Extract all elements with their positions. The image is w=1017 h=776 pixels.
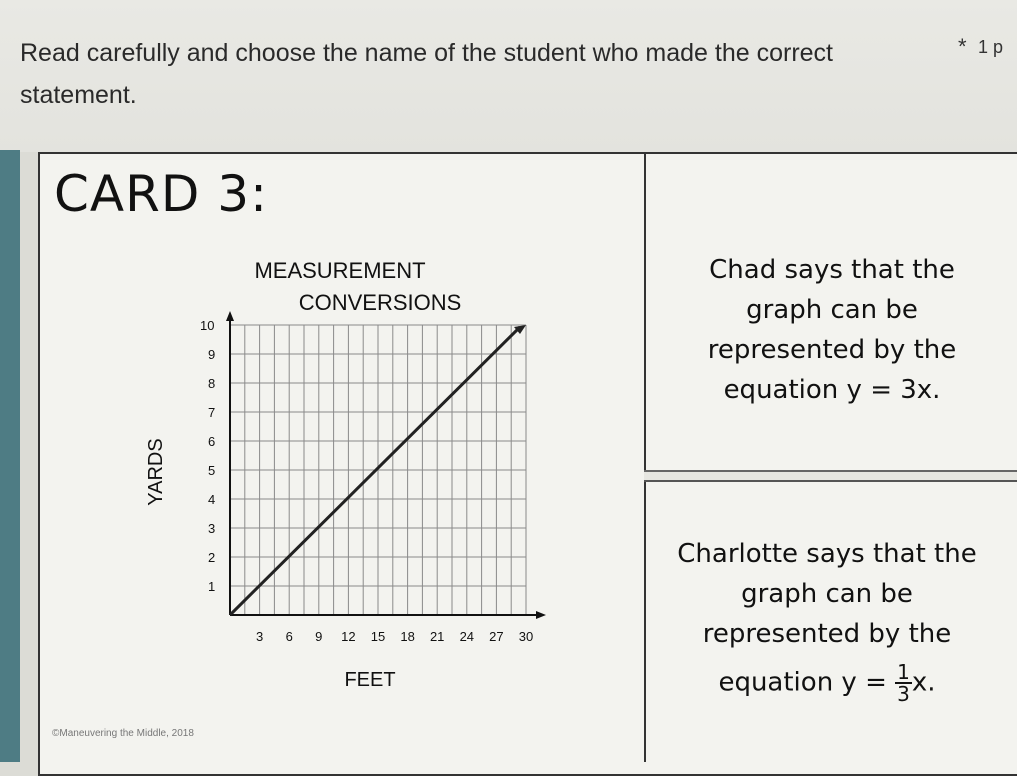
y-tick-label: 6 — [208, 434, 216, 449]
statement-chad-line2: graph can be — [746, 295, 918, 325]
statement-chad-line3: represented by the — [707, 335, 957, 365]
y-tick-label: 4 — [208, 492, 216, 507]
card-title: CARD 3: — [54, 165, 268, 223]
y-tick-label: 10 — [200, 318, 215, 333]
y-tick-label: 5 — [208, 463, 216, 478]
required-marker: * — [958, 34, 967, 59]
statement-charlotte-line3: represented by the — [702, 619, 952, 649]
statement-charlotte-line1: Charlotte says that the — [677, 539, 977, 569]
statement-charlotte — [652, 534, 1002, 704]
equation-prefix: equation y = — [718, 667, 887, 698]
y-tick-label: 3 — [208, 521, 216, 536]
y-tick-label: 8 — [208, 376, 216, 391]
conversion-chart — [140, 250, 560, 690]
statement-chad-line1: Chad says that the — [709, 255, 955, 285]
y-axis-label: YARDS — [145, 438, 167, 506]
y-tick-label: 7 — [208, 405, 216, 420]
x-tick-label: 6 — [285, 629, 293, 644]
x-tick-label: 9 — [315, 629, 323, 644]
equation-fraction — [895, 662, 912, 704]
statement-chad-equation: equation y = 3x. — [723, 375, 941, 405]
points-label: 1 p — [978, 37, 1004, 57]
chart-svg — [140, 250, 560, 690]
x-axis-label: FEET — [344, 669, 396, 690]
fraction-denominator: 3 — [897, 682, 910, 706]
y-tick-label: 1 — [208, 579, 216, 594]
x-axis-arrow — [536, 611, 546, 619]
statement-charlotte-equation — [652, 662, 1002, 704]
left-accent-bar — [0, 150, 20, 762]
statement-chad — [672, 250, 992, 410]
chart-title-line2: CONVERSIONS — [298, 290, 462, 315]
y-axis-arrow — [226, 311, 234, 321]
x-tick-label: 18 — [400, 629, 415, 644]
card-divider-horizontal — [644, 470, 1017, 482]
question-text: Read carefully and choose the name of the student who made the correct statement. — [20, 39, 833, 109]
chart-title-line1: MEASUREMENT — [254, 258, 426, 283]
y-tick-label: 9 — [208, 347, 216, 362]
x-tick-label: 24 — [459, 629, 475, 644]
y-tick-label: 2 — [208, 550, 216, 565]
x-tick-label: 21 — [429, 629, 445, 644]
x-tick-label: 27 — [489, 629, 504, 644]
statement-charlotte-line2: graph can be — [741, 579, 913, 609]
x-tick-label: 12 — [341, 629, 356, 644]
series-line — [230, 327, 520, 615]
equation-suffix: x. — [911, 667, 936, 698]
x-tick-label: 30 — [518, 629, 534, 644]
x-tick-label: 15 — [370, 629, 386, 644]
card-divider-vertical — [644, 154, 646, 762]
x-tick-label: 3 — [255, 629, 264, 644]
copyright-text: ©Maneuvering the Middle, 2018 — [52, 728, 194, 739]
fraction-numerator: 1 — [897, 660, 910, 684]
